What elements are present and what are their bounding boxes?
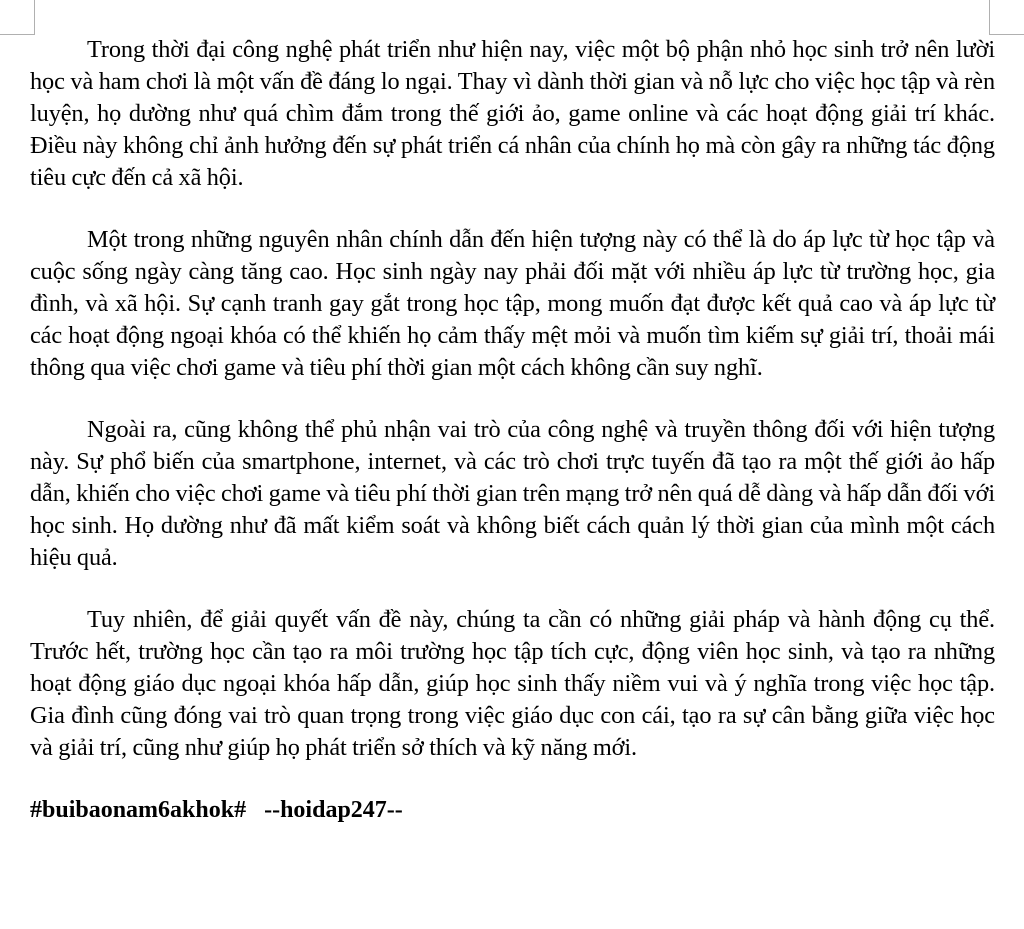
paragraph-4: Tuy nhiên, để giải quyết vấn đề này, chúng ta cần có những giải pháp và hành động cụ thể. Trước hết, trường học cần tạo ra môi trường học tập tích cực, động viên học sinh, và tạo ra những hoạt động giáo dục ngoại khóa hấp dẫn, giúp học sinh thấy niềm vui và ý nghĩa trong việc học tập. Gia đình cũng đóng vai trò quan trọng trong việc giáo dục con cái, tạo ra sự cân bằng giữa việc học và giải trí, cũng như giúp họ phát triển sở thích và kỹ năng mới.: [30, 606, 995, 761]
paragraph-3: Ngoài ra, cũng không thể phủ nhận vai trò của công nghệ và truyền thông đối với hiện tượng này. Sự phổ biến của smartphone, internet, và các trò chơi trực tuyến đã tạo ra một thế giới ảo hấp dẫn, khiến cho việc chơi game và tiêu phí thời gian trên mạng trở nên quá dễ dàng và hấp dẫn đối với học sinh. Họ dường như đã mất kiểm soát và không biết cách quản lý thời gian của mình một cách hiệu quả.: [30, 416, 995, 571]
paragraph-2: Một trong những nguyên nhân chính dẫn đến hiện tượng này có thể là do áp lực từ học tập và cuộc sống ngày càng tăng cao. Học sinh ngày nay phải đối mặt với nhiều áp lực từ trường học, gia đình, và xã hội. Sự cạnh tranh gay gắt trong học tập, mong muốn đạt được kết quả cao và áp lực từ các hoạt động ngoại khóa có thể khiến họ cảm thấy mệt mỏi và muốn tìm kiếm sự giải trí, thoải mái thông qua việc chơi game và tiêu phí thời gian một cách không cần suy nghĩ.: [30, 226, 995, 381]
paragraph-1: Trong thời đại công nghệ phát triển như hiện nay, việc một bộ phận nhỏ học sinh trở nên lười học và ham chơi là một vấn đề đáng lo ngại. Thay vì dành thời gian và nỗ lực cho việc học tập và rèn luyện, họ dường như quá chìm đắm trong thế giới ảo, game online và các hoạt động giải trí khác. Điều này không chỉ ảnh hưởng đến sự phát triển cá nhân của chính họ mà còn gây ra những tác động tiêu cực đến cả xã hội.: [30, 36, 995, 191]
page-corner-mark-top-left: [0, 0, 35, 35]
signature-line: #buibaonam6akhok# --hoidap247--: [30, 797, 403, 823]
page-corner-mark-top-right: [989, 0, 1024, 35]
document-body: [30, 34, 995, 826]
